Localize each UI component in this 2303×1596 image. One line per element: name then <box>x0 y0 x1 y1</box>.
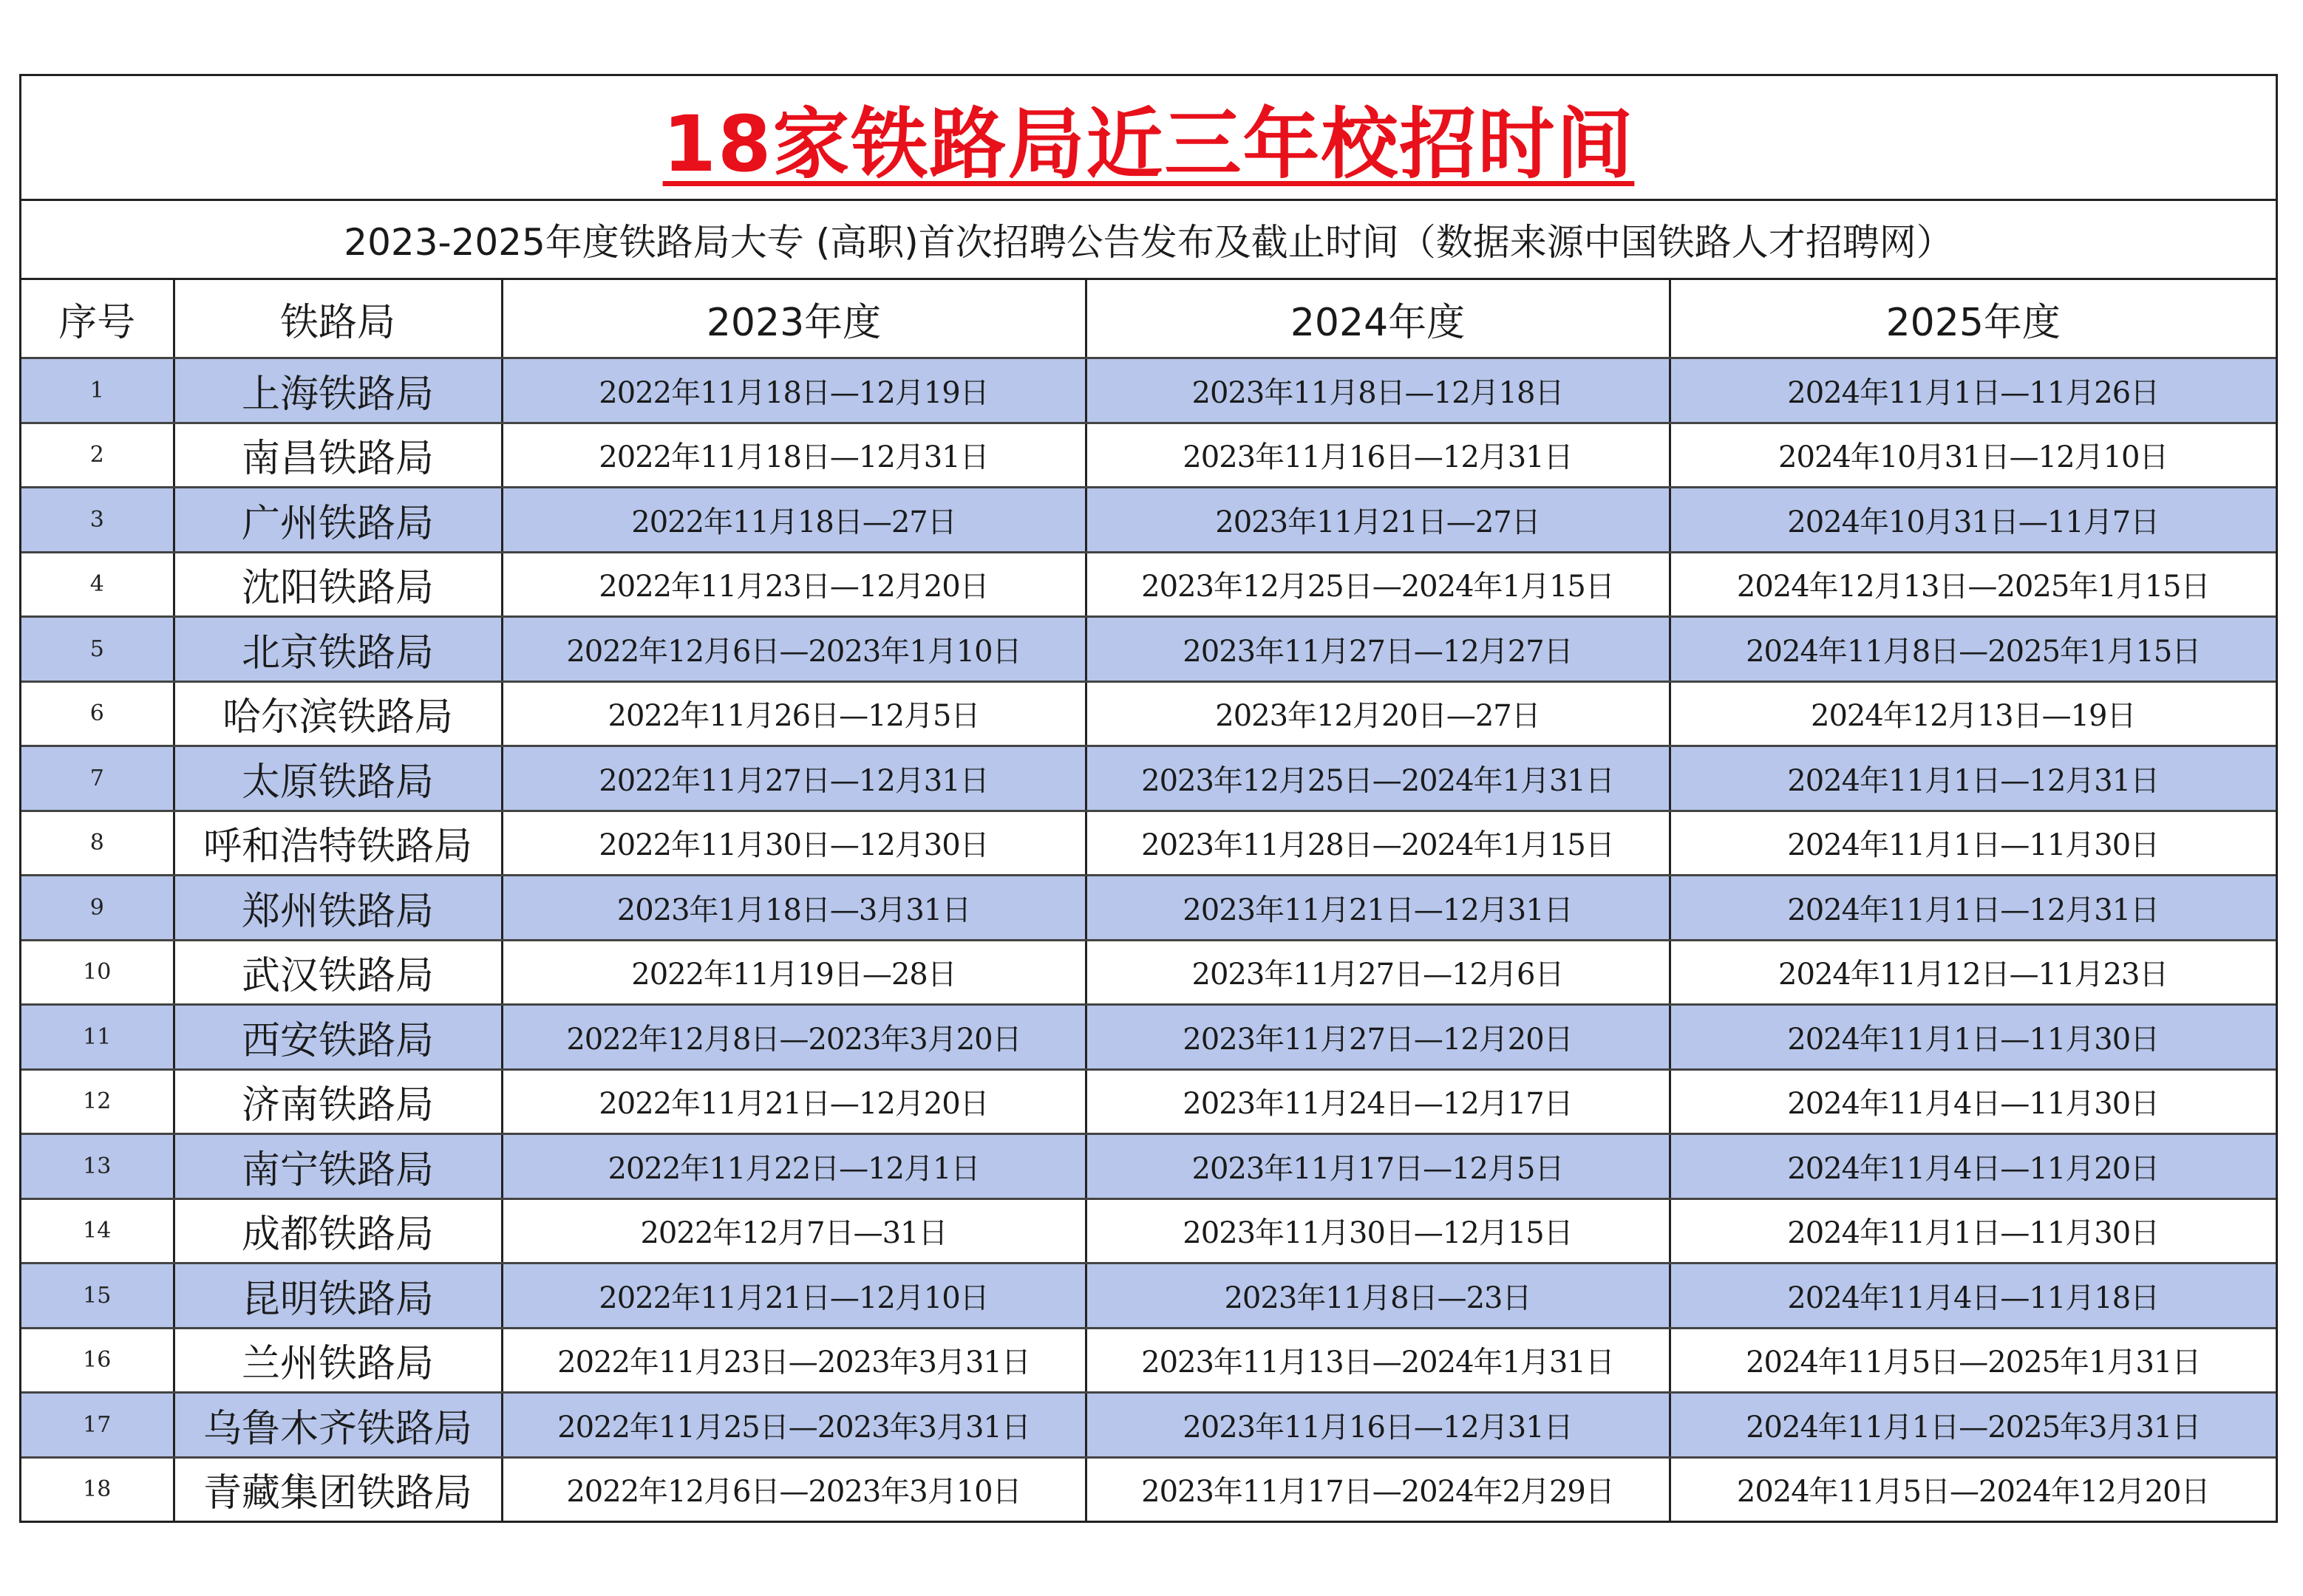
date-2025: 2024年11月1日—12月31日 <box>1670 876 2276 941</box>
row-index: 13 <box>21 1134 174 1199</box>
bureau-name: 成都铁路局 <box>174 1198 502 1264</box>
table-row <box>21 681 2276 746</box>
date-2023: 2022年11月23日—2023年3月31日 <box>502 1328 1086 1393</box>
row-index: 14 <box>21 1198 174 1264</box>
date-2024: 2023年11月16日—12月31日 <box>1086 1393 1670 1458</box>
date-2023: 2022年12月7日—31日 <box>502 1198 1086 1264</box>
table-row <box>21 876 2276 941</box>
date-2025: 2024年11月1日—2025年3月31日 <box>1670 1393 2276 1458</box>
date-2025: 2024年12月13日—19日 <box>1670 681 2276 746</box>
row-index: 10 <box>21 940 174 1005</box>
row-index: 9 <box>21 876 174 941</box>
date-2024: 2023年11月17日—12月5日 <box>1086 1134 1670 1199</box>
date-2024: 2023年11月21日—12月31日 <box>1086 876 1670 941</box>
date-2024: 2023年11月27日—12月20日 <box>1086 1005 1670 1070</box>
table-row <box>21 1134 2276 1199</box>
date-2023: 2022年11月21日—12月10日 <box>502 1264 1086 1329</box>
date-2023: 2022年11月18日—12月31日 <box>502 423 1086 488</box>
schedule-table <box>21 280 2276 1521</box>
bureau-name: 太原铁路局 <box>174 746 502 811</box>
row-index: 7 <box>21 746 174 811</box>
date-2024: 2023年11月8日—23日 <box>1086 1264 1670 1329</box>
bureau-name: 青藏集团铁路局 <box>174 1457 502 1521</box>
table-row <box>21 552 2276 617</box>
date-2025: 2024年11月1日—11月30日 <box>1670 1198 2276 1264</box>
table-row <box>21 940 2276 1005</box>
row-index: 15 <box>21 1264 174 1329</box>
date-2023: 2023年1月18日—3月31日 <box>502 876 1086 941</box>
table-row <box>21 1457 2276 1521</box>
bureau-name: 乌鲁木齐铁路局 <box>174 1393 502 1458</box>
bureau-name: 沈阳铁路局 <box>174 552 502 617</box>
table-row <box>21 488 2276 553</box>
title-row <box>21 76 2276 201</box>
date-2023: 2022年11月25日—2023年3月31日 <box>502 1393 1086 1458</box>
date-2023: 2022年12月6日—2023年3月10日 <box>502 1457 1086 1521</box>
date-2025: 2024年11月4日—11月30日 <box>1670 1069 2276 1134</box>
bureau-name: 广州铁路局 <box>174 488 502 553</box>
date-2024: 2023年11月24日—12月17日 <box>1086 1069 1670 1134</box>
page-subtitle: 2023-2025年度铁路局大专 (高职)首次招聘公告发布及截止时间（数据来源中国铁路人才招聘网） <box>344 221 1953 264</box>
table-row <box>21 1328 2276 1393</box>
date-2025: 2024年11月8日—2025年1月15日 <box>1670 617 2276 682</box>
bureau-name: 呼和浩特铁路局 <box>174 811 502 876</box>
bureau-name: 哈尔滨铁路局 <box>174 681 502 746</box>
date-2025: 2024年11月1日—11月26日 <box>1670 358 2276 423</box>
bureau-name: 上海铁路局 <box>174 358 502 423</box>
header-index: 序号 <box>21 280 174 358</box>
date-2025: 2024年10月31日—12月10日 <box>1670 423 2276 488</box>
bureau-name: 昆明铁路局 <box>174 1264 502 1329</box>
row-index: 4 <box>21 552 174 617</box>
table-row <box>21 1005 2276 1070</box>
date-2024: 2023年11月27日—12月6日 <box>1086 940 1670 1005</box>
date-2023: 2022年11月19日—28日 <box>502 940 1086 1005</box>
table-row <box>21 617 2276 682</box>
row-index: 12 <box>21 1069 174 1134</box>
date-2024: 2023年11月30日—12月15日 <box>1086 1198 1670 1264</box>
bureau-name: 兰州铁路局 <box>174 1328 502 1393</box>
row-index: 2 <box>21 423 174 488</box>
row-index: 5 <box>21 617 174 682</box>
table-row <box>21 1069 2276 1134</box>
date-2025: 2024年11月1日—12月31日 <box>1670 746 2276 811</box>
date-2023: 2022年11月21日—12月20日 <box>502 1069 1086 1134</box>
table-row <box>21 746 2276 811</box>
date-2025: 2024年11月1日—11月30日 <box>1670 811 2276 876</box>
date-2023: 2022年11月26日—12月5日 <box>502 681 1086 746</box>
header-2023: 2023年度 <box>502 280 1086 358</box>
header-2024: 2024年度 <box>1086 280 1670 358</box>
row-index: 17 <box>21 1393 174 1458</box>
date-2024: 2023年11月16日—12月31日 <box>1086 423 1670 488</box>
date-2025: 2024年11月5日—2024年12月20日 <box>1736 1475 2210 1510</box>
row-index: 18 <box>21 1457 174 1521</box>
row-index: 6 <box>21 681 174 746</box>
subtitle-row <box>21 201 2276 280</box>
bureau-name: 武汉铁路局 <box>174 940 502 1005</box>
date-2025: 2024年11月5日—2025年1月31日 <box>1670 1328 2276 1393</box>
schedule-sheet <box>19 74 2278 1523</box>
table-row <box>21 1393 2276 1458</box>
bureau-name: 北京铁路局 <box>174 617 502 682</box>
date-2024: 2023年12月25日—2024年1月15日 <box>1086 552 1670 617</box>
date-2023: 2022年11月18日—12月19日 <box>502 358 1086 423</box>
date-2025: 2024年12月13日—2025年1月15日 <box>1670 552 2276 617</box>
date-2024: 2023年12月25日—2024年1月31日 <box>1086 746 1670 811</box>
date-2024: 2023年11月27日—12月27日 <box>1086 617 1670 682</box>
row-index: 1 <box>21 358 174 423</box>
bureau-name: 郑州铁路局 <box>174 876 502 941</box>
date-2025: 2024年11月12日—11月23日 <box>1670 940 2276 1005</box>
row-index: 3 <box>21 488 174 553</box>
table-row <box>21 423 2276 488</box>
date-2024: 2023年12月20日—27日 <box>1086 681 1670 746</box>
date-2025: 2024年10月31日—11月7日 <box>1670 488 2276 553</box>
table-header-row <box>21 280 2276 358</box>
row-index: 16 <box>21 1328 174 1393</box>
date-2023: 2022年11月23日—12月20日 <box>502 552 1086 617</box>
table-row <box>21 358 2276 423</box>
date-2023: 2022年12月8日—2023年3月20日 <box>502 1005 1086 1070</box>
table-row <box>21 811 2276 876</box>
bureau-name: 济南铁路局 <box>174 1069 502 1134</box>
date-2024: 2023年11月28日—2024年1月15日 <box>1086 811 1670 876</box>
date-2024: 2023年11月21日—27日 <box>1086 488 1670 553</box>
table-row <box>21 1198 2276 1264</box>
date-2023: 2022年11月30日—12月30日 <box>502 811 1086 876</box>
date-2023: 2022年12月6日—2023年1月10日 <box>502 617 1086 682</box>
header-bureau: 铁路局 <box>174 280 502 358</box>
date-2024: 2023年11月17日—2024年2月29日 <box>1086 1457 1670 1521</box>
date-2023: 2022年11月27日—12月31日 <box>502 746 1086 811</box>
date-2024: 2023年11月8日—12月18日 <box>1086 358 1670 423</box>
date-2025: 2024年11月4日—11月20日 <box>1670 1134 2276 1199</box>
date-2023: 2022年11月18日—27日 <box>502 488 1086 553</box>
row-index: 11 <box>21 1005 174 1070</box>
date-2025: 2024年11月1日—11月30日 <box>1670 1005 2276 1070</box>
table-body <box>21 358 2276 1521</box>
bureau-name: 南昌铁路局 <box>174 423 502 488</box>
date-2023: 2022年11月22日—12月1日 <box>502 1134 1086 1199</box>
table-row <box>21 1264 2276 1329</box>
date-2024: 2023年11月13日—2024年1月31日 <box>1086 1328 1670 1393</box>
page-title: 18家铁路局近三年校招时间 <box>662 99 1635 189</box>
bureau-name: 西安铁路局 <box>174 1005 502 1070</box>
bureau-name: 南宁铁路局 <box>174 1134 502 1199</box>
date-2025: 2024年11月4日—11月18日 <box>1670 1264 2276 1329</box>
header-2025: 2025年度 <box>1670 280 2276 358</box>
row-index: 8 <box>21 811 174 876</box>
